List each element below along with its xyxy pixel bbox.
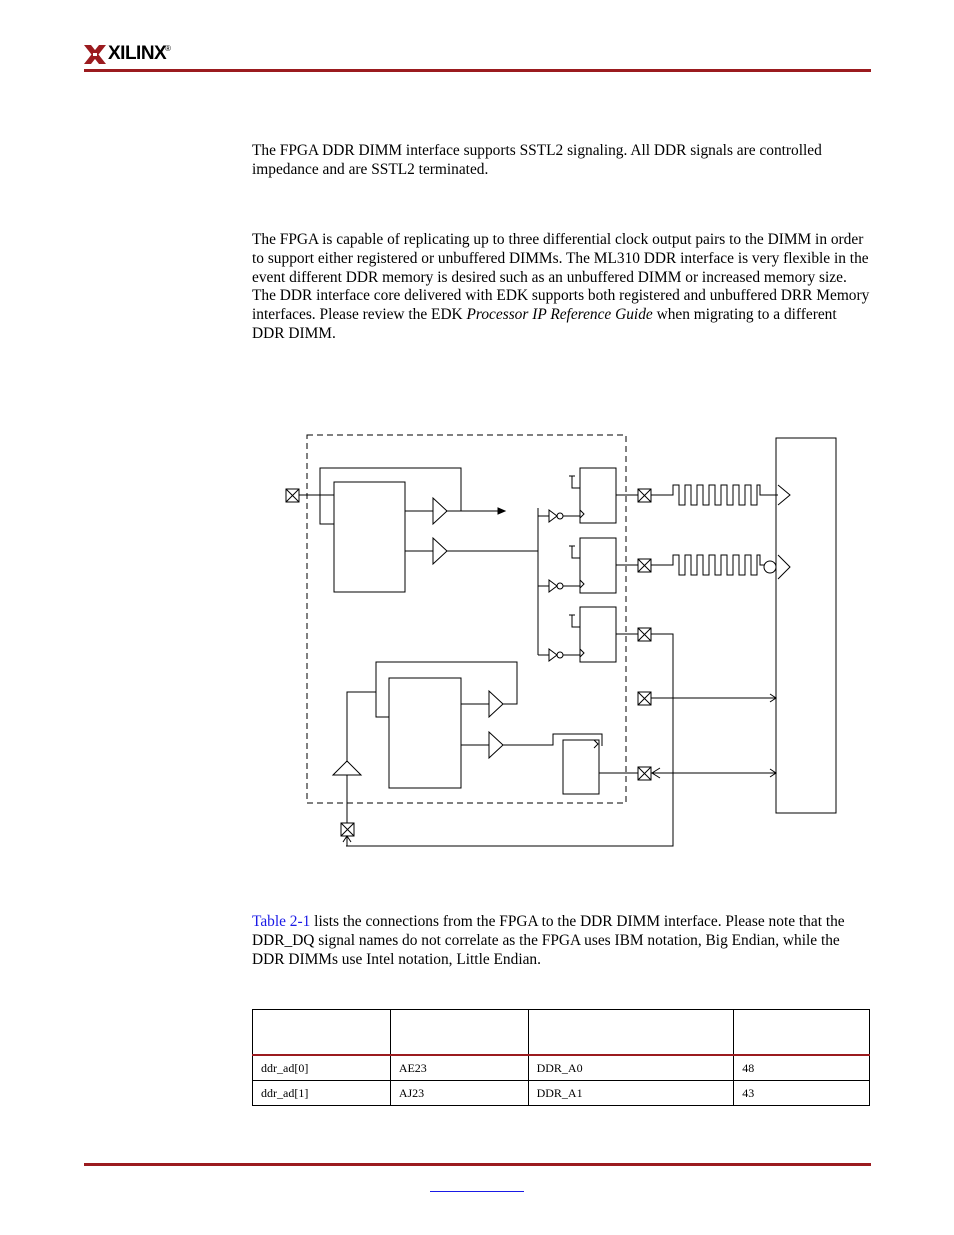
table-row — [253, 1081, 870, 1106]
bufg-upper-1 — [433, 498, 447, 524]
dcm-block-upper — [334, 482, 405, 592]
clocking-paragraph — [252, 231, 870, 344]
header-rule — [84, 69, 871, 72]
ddr-flop-2 — [549, 538, 616, 593]
xilinx-logo — [84, 42, 194, 68]
signaling-text: The FPGA DDR DIMM interface supports SSTL2 signaling. All DDR signals are controlled impedance and are SSTL2 terminated. — [252, 142, 822, 178]
bufg-lower-1 — [489, 691, 503, 717]
registered-mark: ® — [165, 44, 171, 53]
table-cell: DDR_A0 — [528, 1055, 734, 1081]
ddr-flop-1 — [549, 468, 616, 523]
bufg-lower-2 — [489, 732, 503, 758]
ibufg-lower — [333, 761, 361, 775]
table-2-1-link[interactable]: Table 2-1 — [252, 913, 311, 930]
reference-guide-title: Processor IP Reference Guide — [466, 306, 653, 324]
dcm-block-lower — [389, 678, 461, 788]
serpentine-trace-1 — [651, 485, 778, 505]
footer-rule — [84, 1163, 871, 1166]
table-row — [253, 1055, 870, 1081]
table-cell: 43 — [734, 1081, 870, 1106]
table-header-cell — [253, 1010, 391, 1056]
signaling-paragraph — [252, 142, 870, 180]
feedback-input-pad — [341, 823, 354, 836]
footer-link-underline[interactable] — [430, 1191, 524, 1192]
clk-out-pad-3 — [638, 628, 651, 641]
table-cell: AE23 — [390, 1055, 528, 1081]
ddr-connections-table — [252, 1009, 870, 1106]
clocking-text: The FPGA is capable of replicating up to three differential clock output pairs to the DIMM in order to support either registered or unbuffered DIMMs. The ML310 DDR interface is very flexible in the event different DDR memory is desired such as an unbuffered DIMM or increased memory size. The DDR interface core delivered with EDK supports both registered and unbuffered DRR Memory interfaces. Please review the EDK — [252, 231, 870, 324]
table-header-cell — [528, 1010, 734, 1056]
clk-out-pad-2 — [638, 559, 651, 572]
ddr-flop-3 — [549, 607, 616, 662]
capture-flop — [563, 740, 599, 794]
clock-input-pad — [286, 489, 299, 502]
serpentine-trace-2 — [651, 555, 764, 575]
xilinx-x-mark-icon — [84, 42, 108, 68]
clk-out-pad-4 — [638, 692, 651, 705]
fpga-boundary — [307, 435, 626, 803]
table-cell: DDR_A1 — [528, 1081, 734, 1106]
clocking-text-tail: when migrating to a different DDR DIMM. — [252, 306, 837, 342]
table-header-cell — [734, 1010, 870, 1056]
ddr-clock-interface-diagram — [280, 430, 860, 855]
table-cell: AJ23 — [390, 1081, 528, 1106]
clk-out-pad-1 — [638, 489, 651, 502]
bufg-upper-2 — [433, 538, 447, 564]
table-cell: 48 — [734, 1055, 870, 1081]
table-header-cell — [390, 1010, 528, 1056]
table-cell: ddr_ad[0] — [253, 1055, 391, 1081]
dimm-block — [776, 438, 836, 813]
table-cell: ddr_ad[1] — [253, 1081, 391, 1106]
table-reference-text: lists the connections from the FPGA to the DDR DIMM interface. Please note that the DDR_DQ signal names do not correlate as the FPGA uses IBM notation, Big Endian, while the DDR DIMMs use Intel notation, Little Endian. — [252, 913, 845, 968]
table-reference-paragraph — [252, 913, 870, 969]
clk-in-pad — [638, 767, 651, 780]
logo-text: XILINX — [108, 43, 167, 64]
table-header-row — [253, 1010, 870, 1056]
